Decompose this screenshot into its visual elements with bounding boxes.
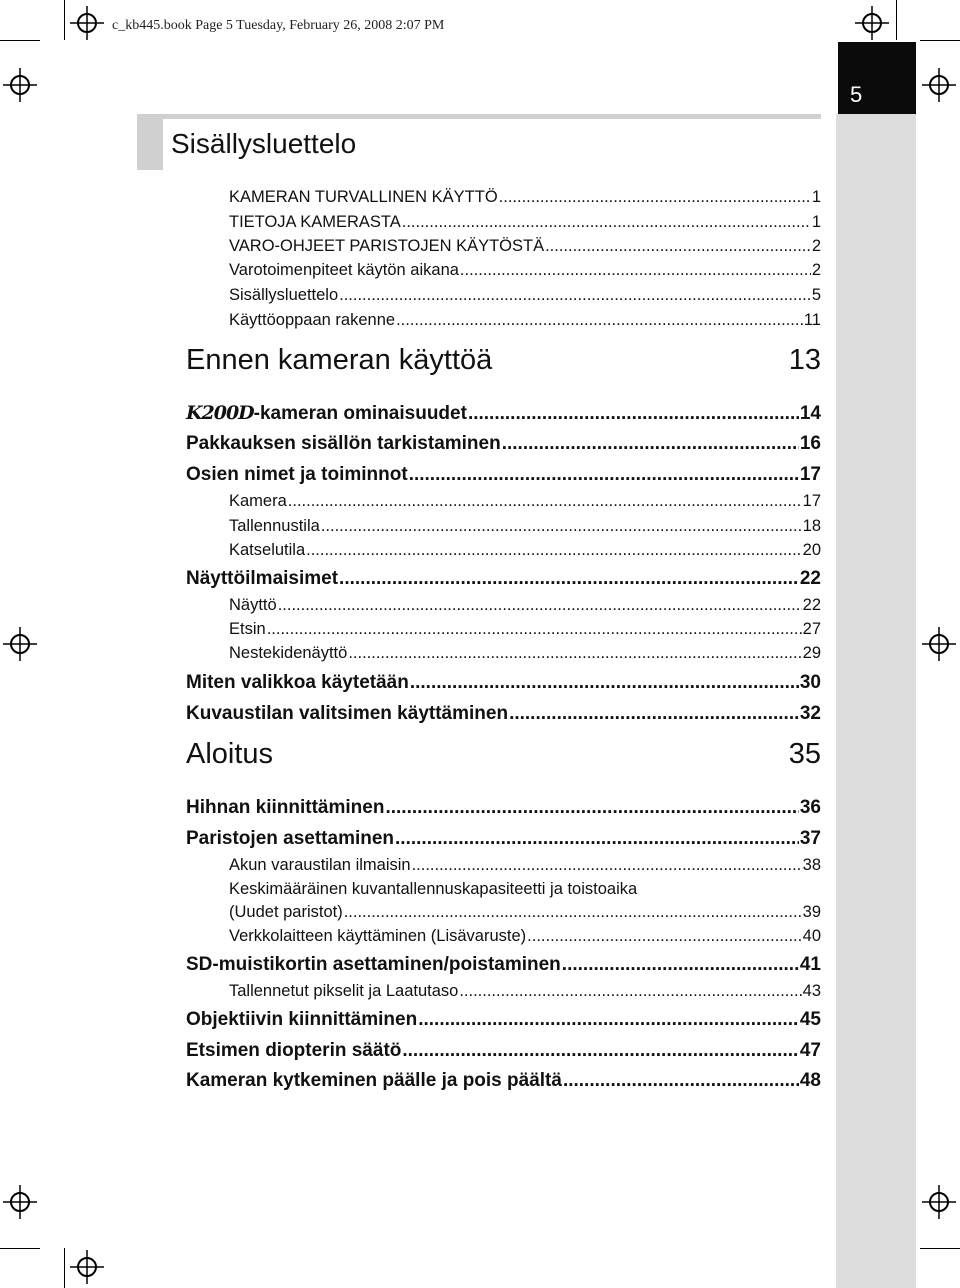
side-band (836, 114, 916, 1288)
toc-entry[interactable]: Kuvaustilan valitsimen käyttäminen ..... 32 (186, 703, 821, 731)
chapter-heading[interactable] (186, 738, 821, 774)
title-block (137, 114, 163, 170)
toc-entry[interactable]: Akun varaustilan ilmaisin ..... 38 (229, 856, 821, 880)
toc-entry[interactable]: Kameran kytkeminen päälle ja pois päältä ..... 48 (186, 1070, 821, 1098)
title-bar (137, 114, 821, 170)
registration-mark-icon (3, 627, 37, 661)
toc-entry[interactable]: Käyttöoppaan rakenne ..... 11 (229, 311, 821, 335)
toc-entry[interactable]: KAMERAN TURVALLINEN KÄYTTÖ ..... 1 (229, 188, 821, 212)
page-number-tab (838, 42, 916, 114)
chapter-page: 35 (788, 738, 821, 770)
toc-entry[interactable]: K200D-kameran ominaisuudet ..... 14 (186, 402, 821, 430)
toc-entry[interactable]: SD-muistikortin asettaminen/poistaminen ..... 41 (186, 954, 821, 982)
toc-entry[interactable]: Verkkolaitteen käyttäminen (Lisävaruste) ..... 40 (229, 927, 821, 951)
chapter-heading[interactable] (186, 344, 821, 380)
registration-mark-icon (70, 6, 104, 40)
registration-mark-icon (922, 627, 956, 661)
crop-mark (0, 1248, 40, 1249)
toc-entry[interactable]: Varotoimenpiteet käytön aikana ..... 2 (229, 261, 821, 285)
chapter-title: Ennen kameran käyttöä (186, 344, 493, 376)
toc-entry[interactable]: Tallennetut pikselit ja Laatutaso ..... 43 (229, 982, 821, 1006)
toc-entry[interactable]: VARO-OHJEET PARISTOJEN KÄYTÖSTÄ ..... 2 (229, 237, 821, 261)
toc-entry[interactable]: Pakkauksen sisällön tarkistaminen ..... 16 (186, 433, 821, 461)
crop-mark (920, 40, 960, 41)
crop-mark (0, 40, 40, 41)
toc-entry[interactable]: Objektiivin kiinnittäminen ..... 45 (186, 1009, 821, 1037)
toc-entry[interactable]: Tallennustila ..... 18 (229, 517, 821, 541)
toc-entry[interactable]: TIETOJA KAMERASTA ..... 1 (229, 213, 821, 237)
toc-entry[interactable]: Nestekidenäyttö ..... 29 (229, 644, 821, 668)
print-slug: c_kb445.book Page 5 Tuesday, February 26, 2008 2:07 PM (112, 18, 445, 33)
toc-entry-line[interactable]: Keskimääräinen kuvantallennuskapasiteetti ja toistoaika (229, 880, 638, 898)
toc-entry[interactable]: Etsin ..... 27 (229, 620, 821, 644)
crop-mark (64, 0, 65, 40)
page-title: Sisällysluettelo (171, 128, 357, 159)
title-rule (137, 114, 821, 119)
page-number: 5 (850, 82, 863, 107)
registration-mark-icon (3, 68, 37, 102)
toc-entry[interactable]: Hihnan kiinnittäminen ..... 36 (186, 797, 821, 825)
registration-mark-icon (922, 68, 956, 102)
toc-entry[interactable]: Näyttöilmaisimet ..... 22 (186, 568, 821, 596)
toc-entry[interactable]: Näyttö ..... 22 (229, 596, 821, 620)
toc-entry[interactable]: Sisällysluettelo ..... 5 (229, 286, 821, 310)
crop-mark (64, 1248, 65, 1288)
registration-mark-icon (70, 1250, 104, 1284)
chapter-title: Aloitus (186, 738, 274, 770)
registration-mark-icon (922, 1185, 956, 1219)
chapter-page: 13 (788, 344, 821, 376)
crop-mark (920, 1248, 960, 1249)
crop-mark (896, 0, 897, 40)
toc-entry[interactable]: Kamera ..... 17 (229, 492, 821, 516)
toc-entry[interactable]: Paristojen asettaminen ..... 37 (186, 828, 821, 856)
toc-entry[interactable]: Miten valikkoa käytetään ..... 30 (186, 672, 821, 700)
registration-mark-icon (855, 6, 889, 40)
registration-mark-icon (3, 1185, 37, 1219)
toc-entry[interactable]: Etsimen diopterin säätö ..... 47 (186, 1040, 821, 1068)
k200d-logo: K200D (186, 402, 254, 424)
toc-entry[interactable]: (Uudet paristot) ..... 39 (229, 903, 821, 927)
toc-entry[interactable]: Katselutila ..... 20 (229, 541, 821, 565)
toc-entry[interactable]: Osien nimet ja toiminnot ..... 17 (186, 464, 821, 492)
